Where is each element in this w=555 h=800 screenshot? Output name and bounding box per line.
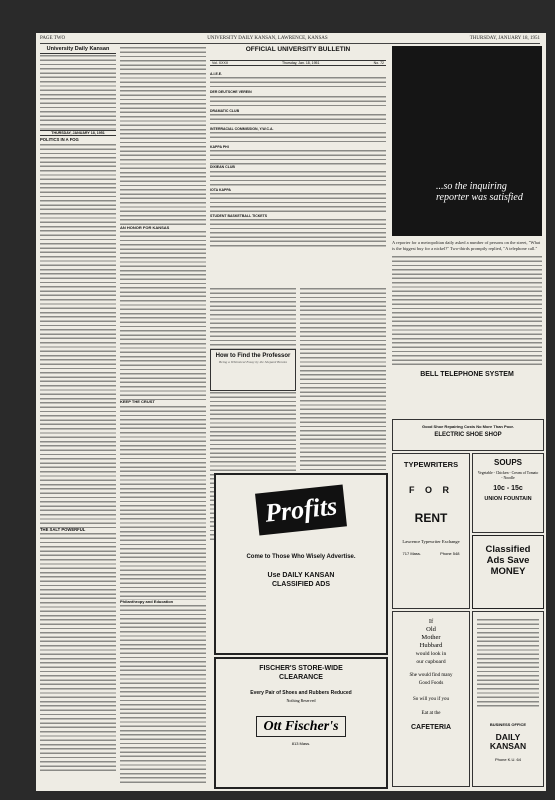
soups-ad [472,453,544,533]
classified-headline: Classified Ads Save MONEY [485,544,531,577]
business-name: DAILY KANSAN [489,732,527,751]
hubbard-ad [392,611,470,787]
bulletin-title: OFFICIAL UNIVERSITY BULLETIN [245,46,351,53]
fischer-ad [214,657,388,789]
typewriters-company: Lawrence Typewriter Exchange [402,539,460,544]
bell-body: A reporter for a metropolitan daily asked a number of persons on the street, "What is the biggest buy for a nickel?" Two-thirds promptly replied, "A telephone call." [392,240,541,251]
bulletin-vol: Vol. XXXII [212,61,228,65]
profits-word: Profits [255,485,347,536]
shoe-shop: ELECTRIC SHOE SHOP [434,432,502,438]
editorial-masthead: University Daily Kansan [40,46,116,54]
profits-ad [214,473,388,655]
philanthropy-heading: Philanthropy and Education [120,598,174,604]
bulletin-box [210,46,386,282]
profits-line2: Use DAILY KANSAN CLASSIFIED ADS [267,572,335,588]
shoe-title: Good Shoe Repairing Costs No More Than Poor. [421,424,514,429]
hubbard-line: She would find many [409,673,453,678]
honor-heading: AN HONOR FOR KANSAS [120,225,170,230]
editorial-date: THURSDAY, JANUARY 18, 1951 [40,130,116,136]
bell-ad [392,46,542,416]
soups-price: 10c - 15c [493,485,523,492]
hubbard-line: Mother [421,634,441,641]
bell-logo: BELL TELEPHONE SYSTEM [420,371,514,378]
hubbard-line: Old [426,626,436,633]
hubbard-line: would look in [415,651,447,657]
fischer-title: FISCHER'S STORE-WIDE CLEARANCE [259,665,343,681]
business-phones: Phone K.U. 64 [494,757,522,762]
hubbard-place: CAFETERIA [410,724,452,731]
politics-text [40,143,116,528]
bulletin-date: Thursday, Jan. 18, 1951 [281,61,320,65]
professor-sub: Being a Whimsical Essay by the Shepard Brooks [219,360,287,364]
bulletin-item: DIXIEAN CLUB [210,165,235,170]
bulletin-no: No. 72 [373,61,384,65]
fischer-logo: Ott Fischer's [256,716,345,737]
typewriters-phone: Phone 548 [440,550,460,556]
hubbard-line: If [428,618,434,625]
staff-box [40,54,116,130]
hubbard-line: So will you if you [412,697,450,702]
typewriters-title: TYPEWRITERS [403,460,459,469]
fischer-note: Nothing Reserved [286,698,316,703]
classified-ad [472,535,544,609]
soups-title: SOUPS [493,458,522,467]
typewriters-rent: RENT [414,511,448,525]
hubbard-line: Hubbard [419,642,443,649]
business-office-ad [472,611,544,787]
page-header [40,36,540,43]
bulletin-item: DER DEUTSCHE VEREIN [210,90,252,95]
header-rule [40,43,540,44]
professor-box [210,349,296,391]
soups-place: UNION FOUNTAIN [484,496,532,502]
crust-heading: KEEP THE CRUST [120,399,155,405]
profits-line1: Come to Those Who Wisely Advertise. [246,554,356,560]
bulletin-item: KAPPA PHI [210,145,229,150]
page-number: PAGE TWO [40,36,66,41]
bell-photo [392,46,542,236]
typewriters-addr: 717 Mass. [402,550,421,556]
bulletin-item: STUDENT BASKETBALL TICKETS [210,214,268,219]
bulletin-item: DRAMATIC CLUB [210,108,240,113]
salt-text [40,532,116,772]
politics-heading: POLITICS IN A FOG [40,137,79,143]
fischer-sub: Every Pair of Shoes and Rubbers Reduced [250,690,352,696]
business-office: BUSINESS OFFICE [489,722,527,727]
header-date: THURSDAY, JANUARY 18, 1951 [469,36,540,41]
editorial-column [40,46,116,786]
hubbard-line: our cupboard [416,659,446,665]
masthead-line: UNIVERSITY DAILY KANSAN, LAWRENCE, KANSAS [207,36,328,41]
fischer-addr: 813 Mass. [291,741,311,746]
bell-headline: ...so the inquiring reporter was satisfied [436,181,523,203]
typewriters-for: F O R [409,485,453,495]
bulletin-item: A.I.E.E. [210,72,223,76]
editorial-column-2 [120,46,206,786]
salt-heading: THE SALT POWERFUL [40,526,86,532]
bulletin-item: INTERRACIAL COMMISSION, Y.W.C.A. [210,126,274,131]
bulletin-item: IOTA KAPPA [210,187,231,192]
newspaper-page [36,33,546,791]
hubbard-line: Eat at the [421,711,441,716]
shoe-ad [392,419,544,451]
typewriters-ad [392,453,470,609]
professor-title: How to Find the Professor [215,353,291,359]
hubbard-line: Good Foods [418,681,444,686]
soups-sub: Vegetable - Chicken - Cream of Tomato - Noodle [477,471,539,480]
